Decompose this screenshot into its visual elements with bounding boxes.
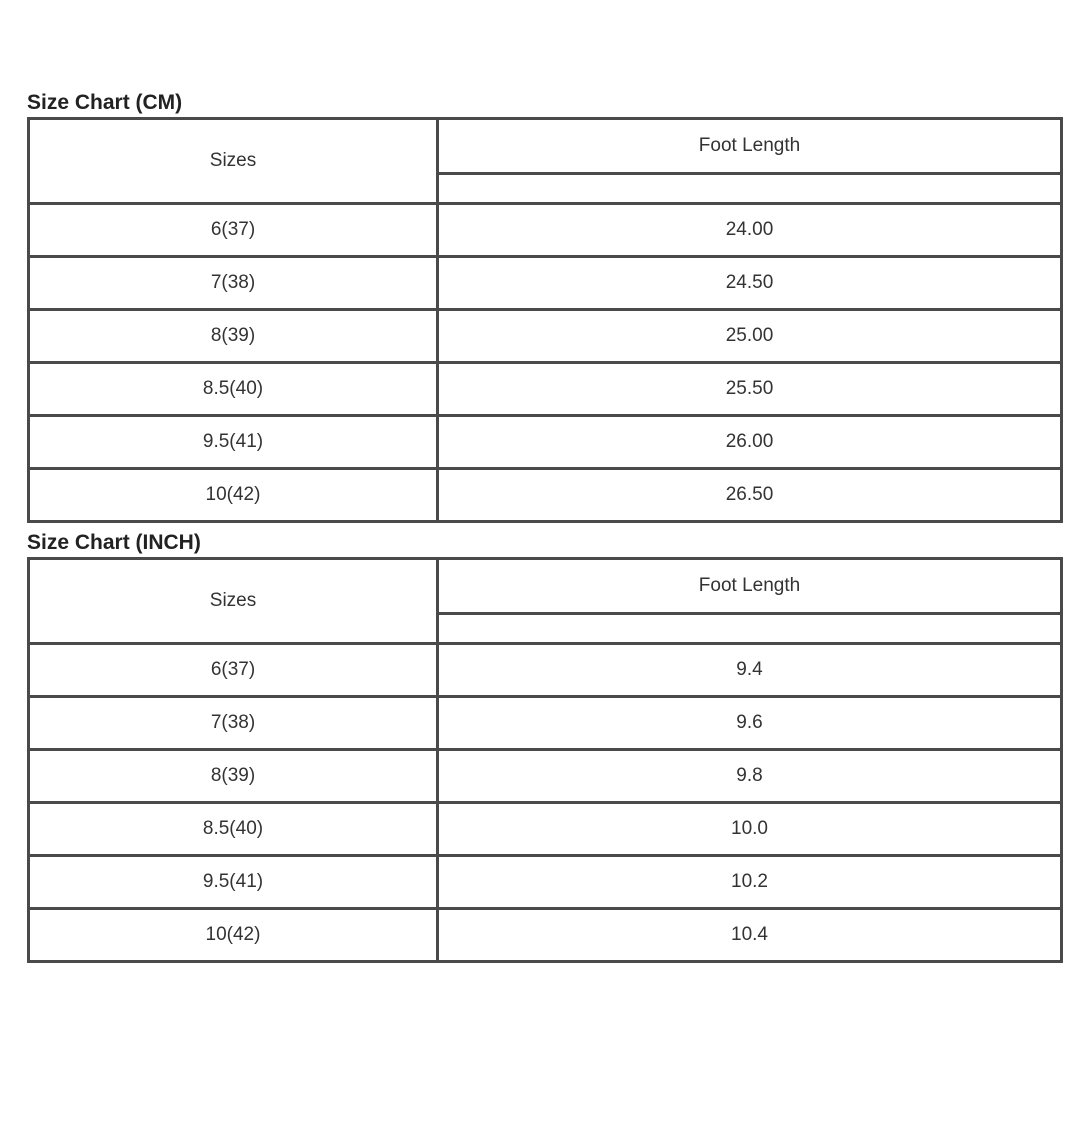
table-row	[29, 856, 1062, 909]
size-cell: 8.5(40)	[29, 363, 438, 416]
table-row	[29, 257, 1062, 310]
cm-chart-title: Size Chart (CM)	[27, 91, 183, 114]
cm-sizes-header: Sizes	[29, 119, 438, 204]
size-cell: 10(42)	[29, 469, 438, 522]
inch-header-row	[29, 559, 1062, 614]
table-row	[29, 803, 1062, 856]
table-row	[29, 416, 1062, 469]
size-cell: 6(37)	[29, 644, 438, 697]
foot-length-cell: 10.4	[438, 909, 1062, 962]
inch-size-table	[27, 557, 1063, 963]
size-cell: 7(38)	[29, 257, 438, 310]
size-cell: 9.5(41)	[29, 416, 438, 469]
size-cell: 8(39)	[29, 750, 438, 803]
table-row	[29, 750, 1062, 803]
inch-empty-subheader-cell	[438, 614, 1062, 644]
foot-length-cell: 9.4	[438, 644, 1062, 697]
table-row	[29, 204, 1062, 257]
inch-sizes-header: Sizes	[29, 559, 438, 644]
cm-size-table	[27, 117, 1063, 523]
inch-foot-length-header: Foot Length	[438, 559, 1062, 614]
table-row	[29, 469, 1062, 522]
size-cell: 8(39)	[29, 310, 438, 363]
foot-length-cell: 25.50	[438, 363, 1062, 416]
table-row	[29, 697, 1062, 750]
foot-length-cell: 10.2	[438, 856, 1062, 909]
foot-length-cell: 24.50	[438, 257, 1062, 310]
foot-length-cell: 25.00	[438, 310, 1062, 363]
inch-chart-title: Size Chart (INCH)	[27, 531, 201, 554]
size-cell: 10(42)	[29, 909, 438, 962]
foot-length-cell: 9.8	[438, 750, 1062, 803]
foot-length-cell: 24.00	[438, 204, 1062, 257]
cm-header-row	[29, 119, 1062, 174]
foot-length-cell: 9.6	[438, 697, 1062, 750]
table-row	[29, 909, 1062, 962]
foot-length-cell: 10.0	[438, 803, 1062, 856]
table-row	[29, 644, 1062, 697]
foot-length-cell: 26.00	[438, 416, 1062, 469]
size-cell: 6(37)	[29, 204, 438, 257]
size-cell: 7(38)	[29, 697, 438, 750]
table-row	[29, 310, 1062, 363]
size-cell: 9.5(41)	[29, 856, 438, 909]
foot-length-cell: 26.50	[438, 469, 1062, 522]
cm-foot-length-header: Foot Length	[438, 119, 1062, 174]
table-row	[29, 363, 1062, 416]
size-cell: 8.5(40)	[29, 803, 438, 856]
cm-empty-subheader-cell	[438, 174, 1062, 204]
